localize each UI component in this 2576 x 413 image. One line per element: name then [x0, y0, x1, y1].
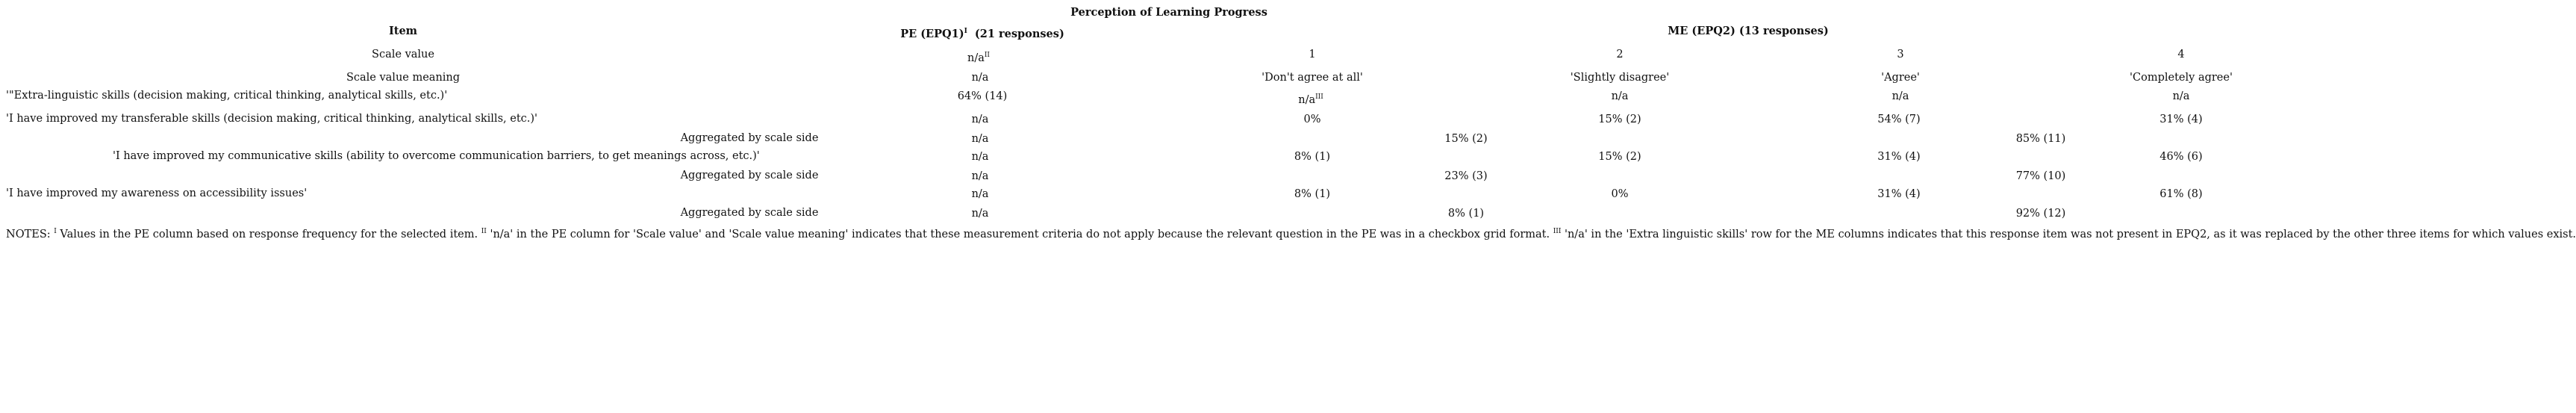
row-extra-pe: 64% (14) [957, 90, 1008, 102]
row-scale-value-pe-marker: II [984, 52, 990, 60]
row-extra-c4: n/a [2172, 90, 2190, 102]
header-pe-responses: (21 responses) [974, 28, 1064, 40]
notes-marker-3: III [1553, 228, 1562, 236]
row-accessibility-agg-label: Aggregated by scale side [680, 207, 819, 219]
notes-text-3: 'n/a' in the 'Extra linguistic skills' row for the ME columns indicates that this response item was not present in EPQ2, as it was replaced by the other three items for which values exist. [1561, 229, 2576, 240]
row-communicative-agg-negative: 23% (3) [1444, 170, 1488, 182]
header-pe-note-marker: I [964, 28, 967, 36]
row-accessibility-agg-pe: n/a [971, 208, 989, 220]
header-pe-label: PE (EPQ1) [900, 28, 964, 40]
row-communicative-pe: n/a [971, 151, 989, 163]
row-scale-meaning-c3: 'Agree' [1881, 72, 1920, 84]
row-scale-value-c4: 4 [2177, 49, 2185, 60]
row-transferable-agg-negative: 15% (2) [1444, 133, 1488, 145]
row-scale-value-pe [967, 52, 990, 64]
row-communicative-label: 'I have improved my communicative skills (ability to overcome communication barriers, to get meanings across, etc.)' [113, 150, 760, 162]
row-communicative-agg-label: Aggregated by scale side [680, 170, 819, 181]
row-communicative-c1: 8% (1) [1294, 151, 1331, 163]
row-scale-meaning-c4: 'Completely agree' [2130, 72, 2233, 84]
row-scale-value-pe-text: n/a [967, 52, 985, 64]
row-communicative-c3: 31% (4) [1877, 151, 1921, 163]
row-scale-value-c3: 3 [1897, 49, 1904, 60]
row-scale-value-label: Scale value [372, 49, 434, 60]
row-communicative-c4: 46% (6) [2159, 151, 2203, 163]
header-item: Item [388, 25, 418, 37]
row-transferable-pe: n/a [971, 114, 989, 125]
header-me: ME (EPQ2) (13 responses) [1668, 25, 1829, 37]
row-accessibility-label: 'I have improved my awareness on accessibility issues' [6, 187, 308, 199]
row-extra-c1-text: n/a [1298, 94, 1316, 106]
row-extra-c3: n/a [1892, 90, 1909, 102]
row-accessibility-c3: 31% (4) [1877, 188, 1921, 200]
row-transferable-agg-label: Aggregated by scale side [680, 132, 819, 144]
row-scale-value-c2: 2 [1616, 49, 1624, 60]
table-notes [6, 229, 2576, 240]
notes-prefix: NOTES: [6, 229, 54, 240]
row-transferable-c2: 15% (2) [1598, 114, 1641, 125]
row-accessibility-pe: n/a [971, 188, 989, 200]
row-communicative-agg-positive: 77% (10) [2015, 170, 2066, 182]
row-transferable-agg-positive: 85% (11) [2015, 133, 2066, 145]
row-scale-meaning-c1: 'Don't agree at all' [1262, 72, 1363, 84]
row-transferable-label: 'I have improved my transferable skills (decision making, critical thinking, analytical skills, etc.)' [6, 113, 538, 125]
row-accessibility-c2: 0% [1611, 188, 1629, 200]
row-transferable-c3: 54% (7) [1877, 114, 1921, 125]
row-accessibility-c4: 61% (8) [2159, 188, 2203, 200]
notes-marker-2: II [481, 228, 487, 236]
row-scale-meaning-c2: 'Slightly disagree' [1570, 72, 1670, 84]
row-transferable-c4: 31% (4) [2159, 114, 2203, 125]
header-pe [900, 28, 1064, 40]
row-extra-c1 [1298, 94, 1323, 106]
row-communicative-c2: 15% (2) [1598, 151, 1641, 163]
notes-text-2: 'n/a' in the PE column for 'Scale value' and 'Scale value meaning' indicates that these measurement criteria do not apply because the relevant question in the PE was in a checkbox grid format. [486, 229, 1553, 240]
row-extra-c1-marker: III [1315, 93, 1323, 102]
row-extra-label: '"Extra-linguistic skills (decision making, critical thinking, analytical skills, etc.)' [6, 90, 448, 102]
row-accessibility-agg-negative: 8% (1) [1447, 208, 1485, 220]
notes-text-1: Values in the PE column based on response frequency for the selected item. [56, 229, 481, 240]
row-accessibility-agg-positive: 92% (12) [2015, 208, 2066, 220]
row-extra-c2: n/a [1611, 90, 1629, 102]
table-title: Perception of Learning Progress [1070, 6, 1267, 19]
row-scale-meaning-pe: n/a [971, 72, 989, 84]
row-scale-meaning-label: Scale value meaning [346, 72, 461, 84]
row-accessibility-c1: 8% (1) [1294, 188, 1331, 200]
row-communicative-agg-pe: n/a [971, 170, 989, 182]
notes-marker-1: I [54, 228, 57, 236]
row-transferable-agg-pe: n/a [971, 133, 989, 145]
row-scale-value-c1: 1 [1309, 49, 1316, 60]
row-transferable-c1: 0% [1303, 114, 1321, 125]
